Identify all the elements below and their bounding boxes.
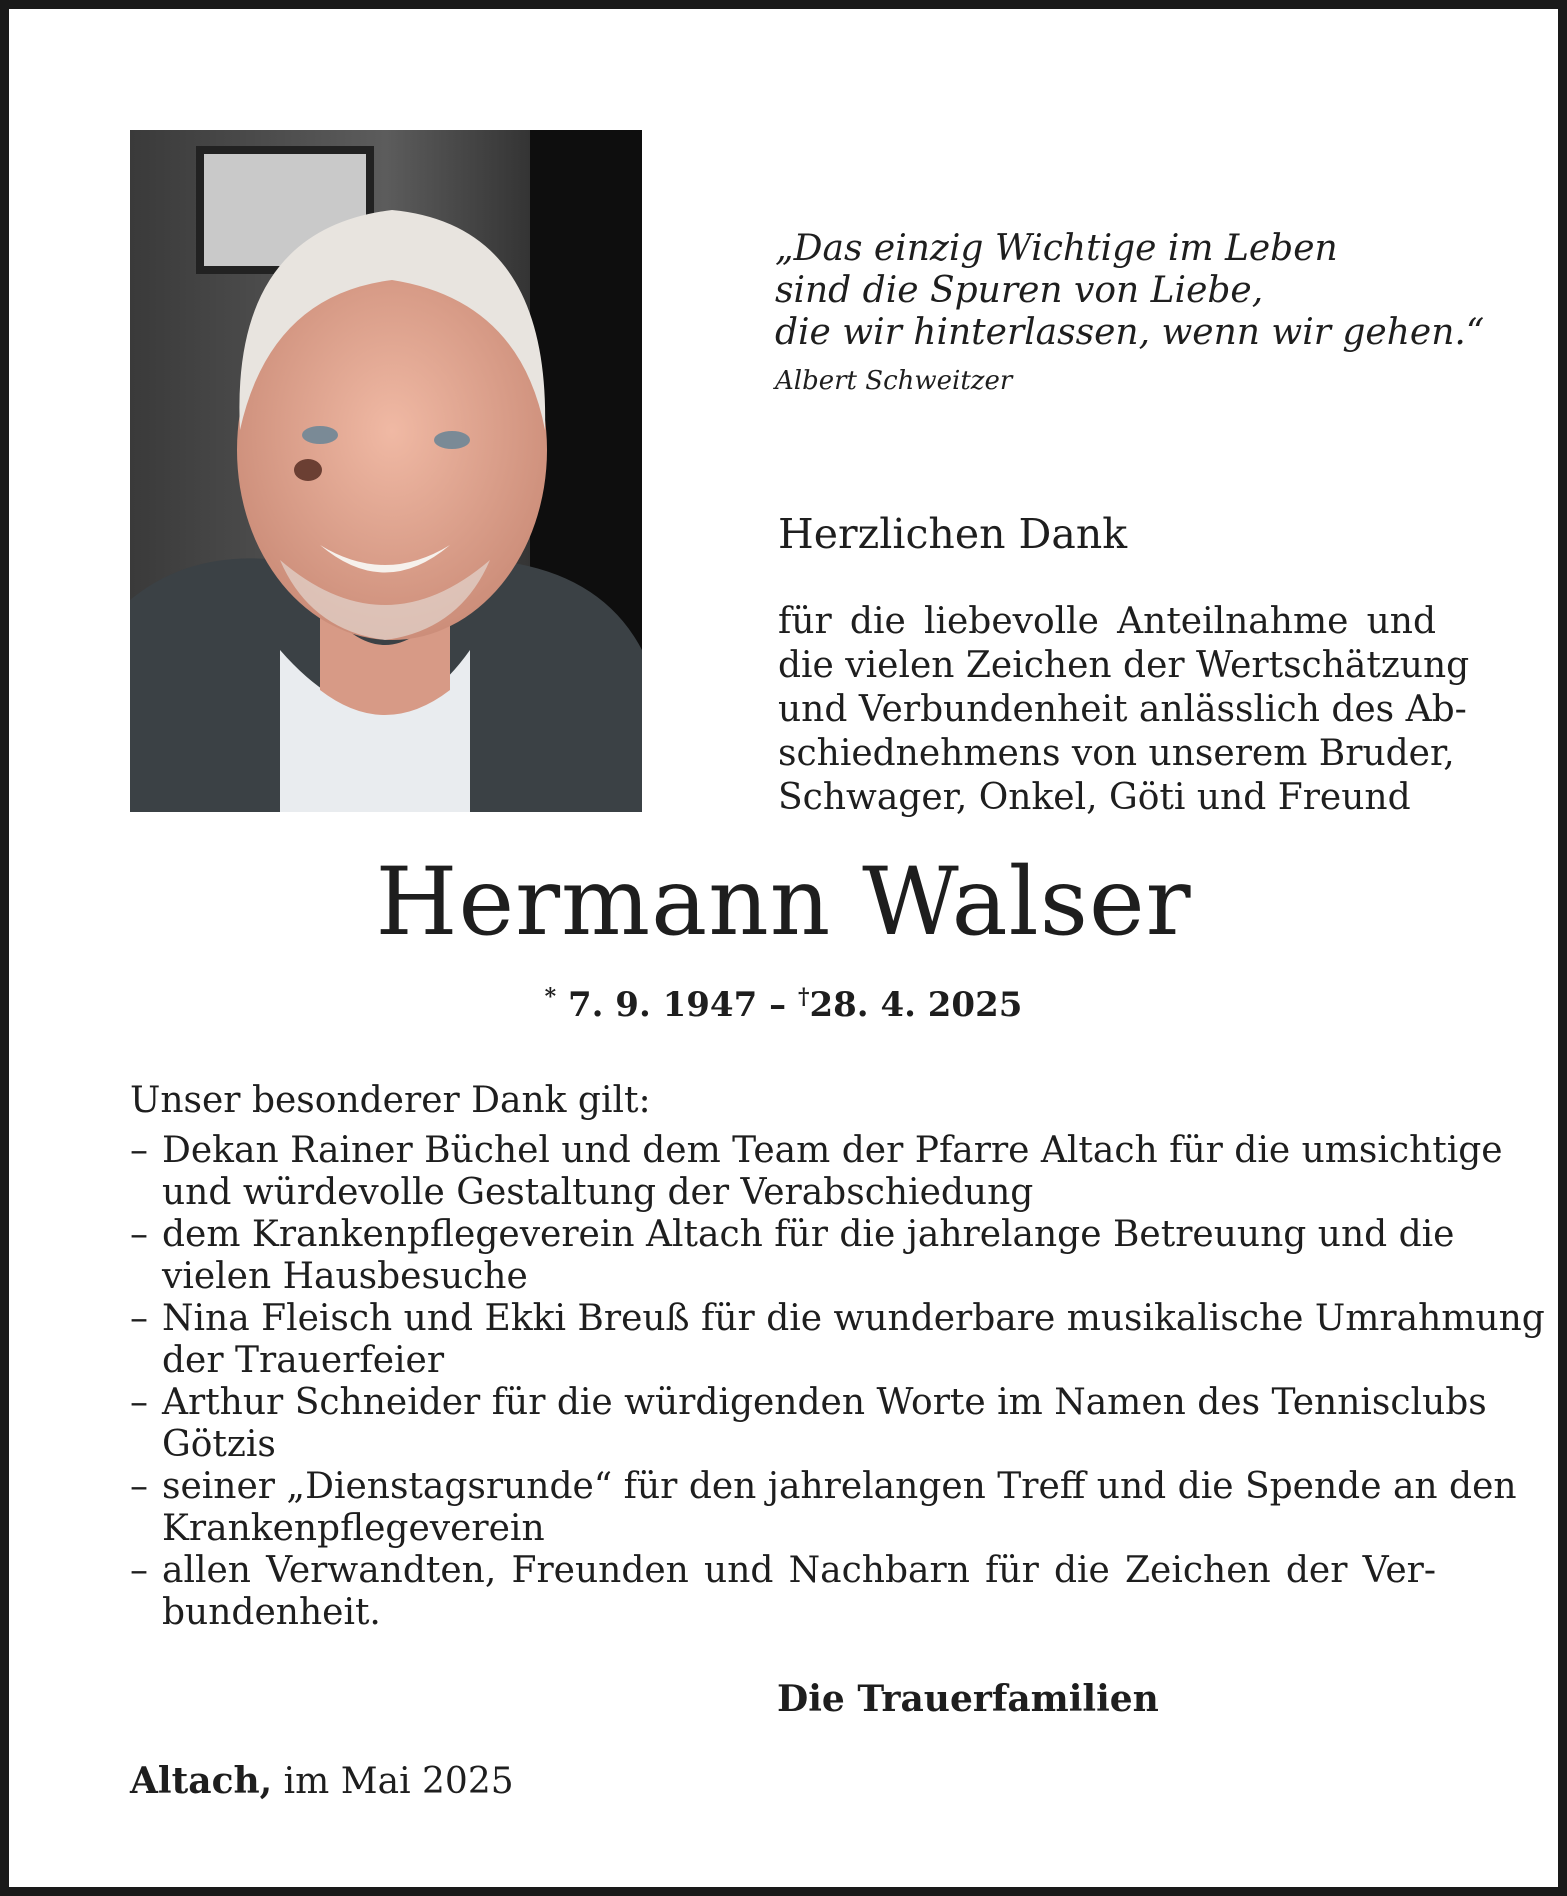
quote-line: „Das einzig Wichtige im Leben: [775, 228, 1338, 269]
list-item-line: vielen Hausbesuche: [162, 1256, 528, 1297]
thanks-heading: Herzlichen Dank: [778, 510, 1128, 558]
deceased-name: Hermann Walser: [375, 848, 1192, 957]
list-item-line: Götzis: [162, 1424, 276, 1465]
quote-line: sind die Spuren von Liebe,: [775, 270, 1264, 311]
list-item: [130, 1466, 1517, 1550]
place-town: Altach,: [130, 1760, 273, 1802]
list-dash: –: [130, 1550, 148, 1591]
special-thanks-intro: Unser besonderer Dank gilt:: [130, 1080, 651, 1121]
list-dash: –: [130, 1214, 148, 1255]
death-symbol: †: [797, 984, 810, 1010]
list-dash: –: [130, 1382, 148, 1423]
list-item-line: allen Verwandten, Freunden und Nachbarn für die Zeichen der Ver-: [162, 1550, 1436, 1591]
list-item-line: Nina Fleisch und Ekki Breuß für die wunderbare musikalische Umrahmung: [162, 1298, 1545, 1339]
quote-block: [775, 228, 1484, 402]
quote-line: die wir hinterlassen, wenn wir gehen.“: [775, 312, 1485, 353]
thanks-body: [778, 600, 1470, 820]
list-item-line: Krankenpflegeverein: [162, 1508, 545, 1549]
signature: Die Trauerfamilien: [777, 1678, 1159, 1720]
list-dash: –: [130, 1466, 148, 1507]
death-date: 28. 4. 2025: [809, 985, 1023, 1025]
list-item-line: seiner „Dienstagsrunde“ für den jahrelangen Treff und die Spende an den: [162, 1466, 1517, 1507]
list-item-line: Dekan Rainer Büchel und dem Team der Pfarre Altach für die umsichtige: [162, 1130, 1503, 1171]
list-item-line: der Trauerfeier: [162, 1340, 445, 1381]
list-dash: –: [130, 1298, 148, 1339]
list-item: [130, 1382, 1487, 1466]
thanks-line: und Verbundenheit anlässlich des Ab-: [778, 689, 1467, 730]
portrait-photo: [130, 130, 642, 812]
list-item-line: und würdevolle Gestaltung der Verabschiedung: [162, 1172, 1034, 1213]
special-thanks-list: [130, 1130, 1545, 1634]
list-item-line: bundenheit.: [162, 1592, 381, 1633]
list-item: [130, 1550, 1436, 1634]
list-item: [130, 1214, 1455, 1298]
thanks-line: schiednehmens von unserem Bruder,: [778, 733, 1455, 774]
list-item: [130, 1130, 1503, 1214]
list-item-line: Arthur Schneider für die würdigenden Worte im Namen des Tennisclubs: [162, 1382, 1487, 1423]
list-item-line: dem Krankenpflegeverein Altach für die jahrelange Betreuung und die: [162, 1214, 1455, 1255]
thanks-line: die vielen Zeichen der Wertschätzung: [778, 645, 1470, 686]
place-date: im Mai 2025: [283, 1761, 514, 1802]
list-item: [130, 1298, 1545, 1382]
place-and-date: [130, 1760, 514, 1802]
birth-date: 7. 9. 1947: [567, 985, 758, 1025]
quote-author: Albert Schweitzer: [775, 366, 1013, 396]
life-dates: [0, 984, 1567, 1025]
birth-symbol: *: [544, 984, 557, 1010]
list-dash: –: [130, 1130, 148, 1171]
thanks-line: Schwager, Onkel, Göti und Freund: [778, 777, 1411, 818]
thanks-line: für die liebevolle Anteilnahme und: [778, 601, 1436, 642]
date-separator: –: [769, 985, 787, 1025]
